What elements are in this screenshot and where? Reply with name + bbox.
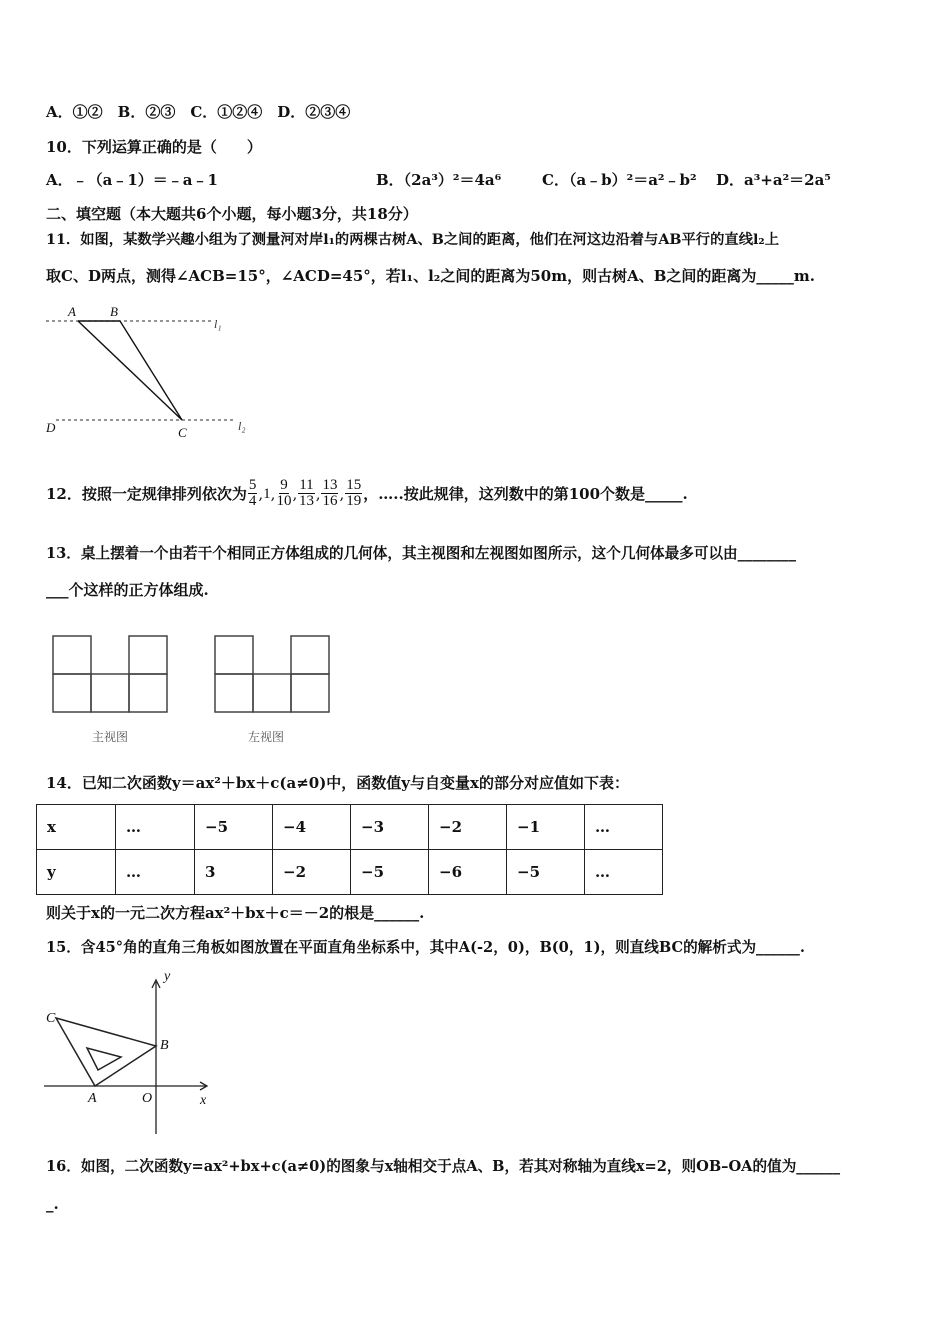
table-cell: 3	[195, 850, 273, 895]
q10-stem: 10．下列运算正确的是（ ）	[46, 138, 262, 156]
label-x: x	[200, 1093, 207, 1108]
q11-line1: 11．如图，某数学兴趣小组为了测量河对岸l₁的两棵古树A、B之间的距离，他们在河这边沿着与AB平行的直线l₂上	[46, 232, 779, 248]
term-5: $\frac{13}{16}$	[322, 477, 338, 509]
table-cell: …	[585, 805, 663, 850]
term-4: $\frac{11}{13}$	[298, 477, 314, 509]
q12-line: 12．按照一定规律排列依次为 $\frac{5}{4}$ , 1 , $\frac{9}{10}$ , $\frac{11}{13}$ , $\frac{13}{16}$ , $\frac{15}{19}$ ，…..按此规律，这列数中的第100个数是_____.	[46, 477, 688, 509]
table-cell: …	[585, 850, 663, 895]
table-cell: −3	[351, 805, 429, 850]
label-d: D	[46, 420, 56, 435]
q15-coordinate-figure	[40, 966, 230, 1138]
q13-left-view	[212, 633, 336, 715]
q14-stem: 14．已知二次函数y＝ax²＋bx＋c(a≠0)中，函数值y与自变量x的部分对应值如下表：	[46, 774, 629, 792]
label-b: B	[160, 1038, 169, 1053]
table-cell: …	[116, 805, 195, 850]
q14-after: 则关于x的一元二次方程ax²＋bx＋c＝－2的根是______.	[46, 904, 425, 922]
label-a: A	[88, 1091, 97, 1106]
label-l1: l₁	[214, 317, 222, 331]
triangle-abc	[56, 1018, 156, 1086]
table-cell: −2	[429, 805, 507, 850]
section-title: 二、填空题（本大题共6个小题，每小题3分，共18分）	[46, 205, 418, 223]
q16-line1: 16．如图，二次函数y=ax²+bx+c(a≠0)的图象与x轴相交于点A、B，若其对称轴为直线x=2，则OB–OA的值为______	[46, 1158, 841, 1175]
q9-options: A．①② B．②③ C．①②④ D．②③④	[46, 103, 351, 121]
table-cell: …	[116, 850, 195, 895]
table-cell: −5	[195, 805, 273, 850]
q13-line2: ___个这样的正方体组成.	[46, 581, 209, 599]
term-6: $\frac{15}{19}$	[346, 477, 362, 509]
label-o: O	[142, 1091, 153, 1106]
table-row	[37, 850, 663, 895]
table-row	[37, 805, 663, 850]
label-l2: l₂	[238, 419, 246, 433]
q13-line1: 13．桌上摆着一个由若干个相同正方体组成的几何体，其主视图和左视图如图所示，这个几何体最多可以由________	[46, 545, 797, 562]
q11-line2: 取C、D两点，测得∠ACB=15°，∠ACD=45°，若l₁、l₂之间的距离为50m，则古树A、B之间的距离为_____m.	[46, 267, 816, 285]
caption-front-view: 主视图	[92, 730, 129, 744]
term-3: $\frac{9}{10}$	[276, 477, 292, 509]
table-cell: −5	[351, 850, 429, 895]
q10-option-d: D．a³+a²＝2a⁵	[716, 171, 831, 189]
label-a: A	[68, 304, 76, 319]
q11-river-figure	[40, 300, 270, 445]
q10-option-c: C．（a﹣b）²＝a²﹣b²	[542, 171, 697, 189]
q10-option-b: B．（2a³）²＝4a⁶	[376, 171, 502, 189]
term-2: 1	[263, 485, 271, 502]
q13-front-view	[50, 633, 174, 715]
table-cell: −5	[507, 850, 585, 895]
caption-left-view: 左视图	[248, 730, 285, 744]
label-y: y	[164, 969, 171, 984]
q12-suffix: ，…..按此规律，这列数中的第100个数是_____.	[363, 484, 688, 503]
table-cell: y	[37, 850, 116, 895]
label-b: B	[110, 304, 118, 319]
label-c: C	[46, 1011, 56, 1026]
table-cell: x	[37, 805, 116, 850]
q12-prefix: 12．按照一定规律排列依次为	[46, 484, 247, 503]
table-cell: −6	[429, 850, 507, 895]
table-cell: −1	[507, 805, 585, 850]
inner-triangle	[87, 1048, 121, 1070]
q16-line2: _.	[46, 1195, 59, 1213]
q10-option-a: A．﹣（a﹣1）＝﹣a﹣1	[46, 171, 218, 189]
label-c: C	[178, 425, 187, 440]
term-1: $\frac{5}{4}$	[248, 477, 257, 509]
table-cell: −2	[273, 850, 351, 895]
table-cell: −4	[273, 805, 351, 850]
q15-stem: 15．含45°角的直角三角板如图放置在平面直角坐标系中，其中A(-2，0)，B(0，1)，则直线BC的解析式为______.	[46, 939, 805, 956]
q14-value-table	[36, 804, 663, 895]
